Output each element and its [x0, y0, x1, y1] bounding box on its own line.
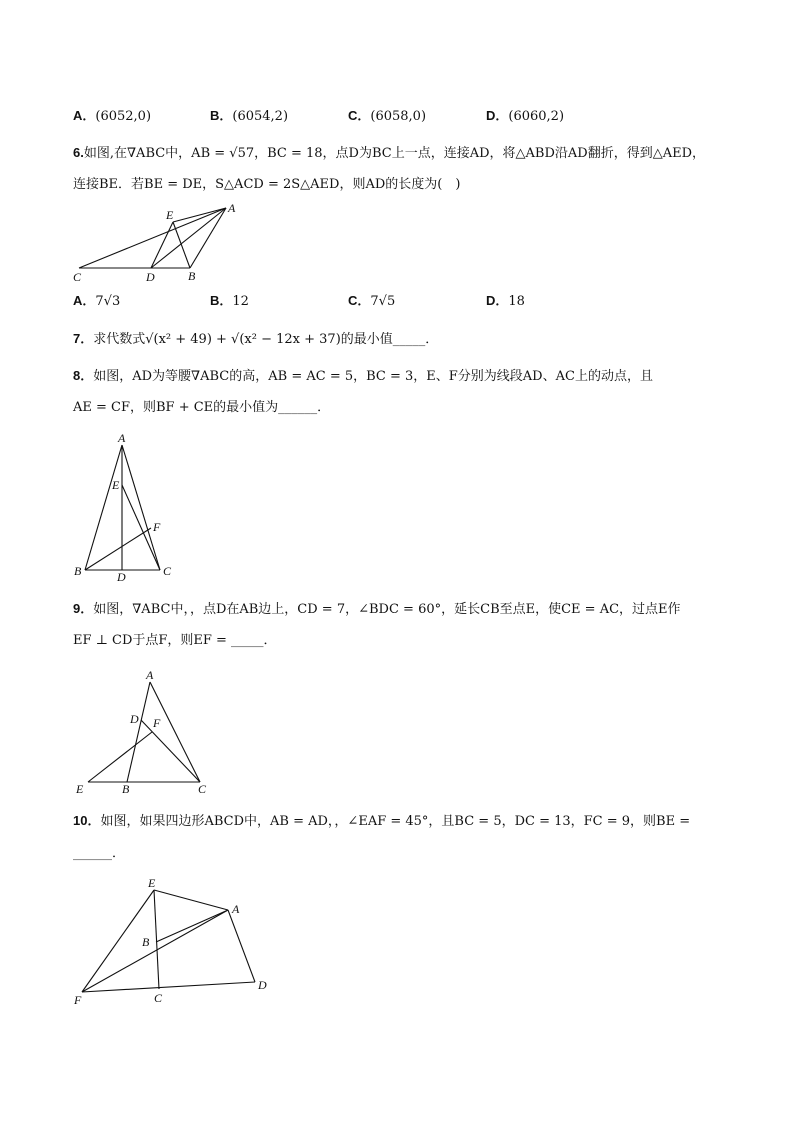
q8-seg-ab [85, 445, 122, 570]
q8-seg-bf [85, 528, 151, 570]
q10-seg-ec [154, 890, 159, 989]
q9-figure [70, 665, 220, 800]
q10-text-line1: 10．如图，如果四边形ABCD中，AB = AD，，∠EAF = 45°，且BC = 5，DC = 13，FC = 9，则BE = [73, 813, 691, 829]
q5-option-a: A．(6052,0) [73, 108, 152, 124]
q6-seg-eb [173, 222, 190, 268]
q5-option-c: C．(6058,0) [348, 108, 427, 124]
q9-text-line1: 9．如图，∇ABC中，，点D在AB边上，CD = 7，∠BDC = 60°，延长CB至点E，使CE = AC，过点E作 [73, 601, 681, 617]
q10-figure [70, 870, 280, 1010]
q10-label-f: F [74, 993, 82, 1007]
q9-number: 9． [73, 601, 94, 616]
q8-label-a: A [118, 431, 126, 445]
q6-text-line2: 连接BE．若BE = DE，S△ACD = 2S△AED，则AD的长度为( ) [73, 177, 461, 192]
q10-label-a: A [232, 902, 240, 916]
q9-label-b: B [122, 782, 130, 796]
q9-seg-ef [88, 732, 152, 782]
q6-seg-ca [79, 208, 226, 268]
q6-seg-da [151, 208, 226, 268]
q9-label-a: A [146, 668, 154, 682]
q6-figure [70, 200, 240, 290]
q9-label-f: F [153, 716, 161, 730]
q6-number: 6. [73, 145, 84, 160]
q8-label-c: C [163, 564, 172, 578]
q9-label-e: E [76, 782, 84, 796]
q8-label-d: D [117, 570, 126, 584]
q10-seg-ea [154, 890, 228, 910]
q5-option-d: D．(6060,2) [486, 108, 565, 124]
q10-number: 10． [73, 813, 101, 828]
q10-label-d: D [258, 978, 267, 992]
q6-seg-ba [190, 208, 226, 268]
q6-label-d: D [146, 270, 155, 284]
q6-label-e: E [166, 208, 174, 222]
q7-text-line1: 7．求代数式√(x² + 49) + √(x² − 12x + 37)的最小值_____． [73, 331, 439, 347]
q6-label-b: B [188, 269, 196, 283]
q6-option-d: D．18 [486, 293, 525, 309]
q10-seg-fa [82, 910, 228, 992]
q9-seg-dc [141, 720, 200, 782]
q8-label-f: F [153, 520, 161, 534]
q9-label-d: D [130, 712, 139, 726]
q9-label-c: C [198, 782, 207, 796]
q7-number: 7． [73, 331, 94, 346]
q10-text-line2: ______． [73, 846, 126, 861]
q10-seg-ba [156, 910, 228, 942]
q6-label-c: C [73, 270, 82, 284]
q10-label-e: E [148, 876, 156, 890]
q9-seg-ab [127, 682, 150, 782]
q9-seg-ac [150, 682, 200, 782]
q6-option-c: C．7√5 [348, 293, 396, 309]
q8-label-e: E [112, 478, 120, 492]
q8-figure [70, 430, 180, 585]
q6-text-line1: 6.如图,在∇ABC中，AB = √57，BC = 18，点D为BC上一点，连接AD，将△ABD沿AD翻折，得到△AED， [73, 145, 705, 161]
q8-seg-ac [122, 445, 160, 570]
q8-number: 8． [73, 368, 94, 383]
q5-option-b: B．(6054,2) [210, 108, 289, 124]
q9-text-line2: EF ⊥ CD于点F，则EF = _____． [73, 633, 277, 648]
q6-option-b: B．12 [210, 293, 249, 309]
q6-label-a: A [228, 201, 236, 215]
q6-option-a: A．7√3 [73, 293, 121, 309]
q10-seg-ad [228, 910, 255, 982]
q8-label-b: B [74, 564, 82, 578]
q10-label-c: C [154, 991, 163, 1005]
q10-seg-fd [82, 982, 255, 992]
q6-seg-ed [151, 222, 173, 268]
q8-text-line2: AE = CF，则BF + CE的最小值为______． [73, 400, 331, 415]
q10-label-b: B [142, 935, 150, 949]
q8-text-line1: 8．如图，AD为等腰∇ABC的高，AB = AC = 5，BC = 3，E、F分别为线段AD、AC上的动点，且 [73, 368, 653, 384]
